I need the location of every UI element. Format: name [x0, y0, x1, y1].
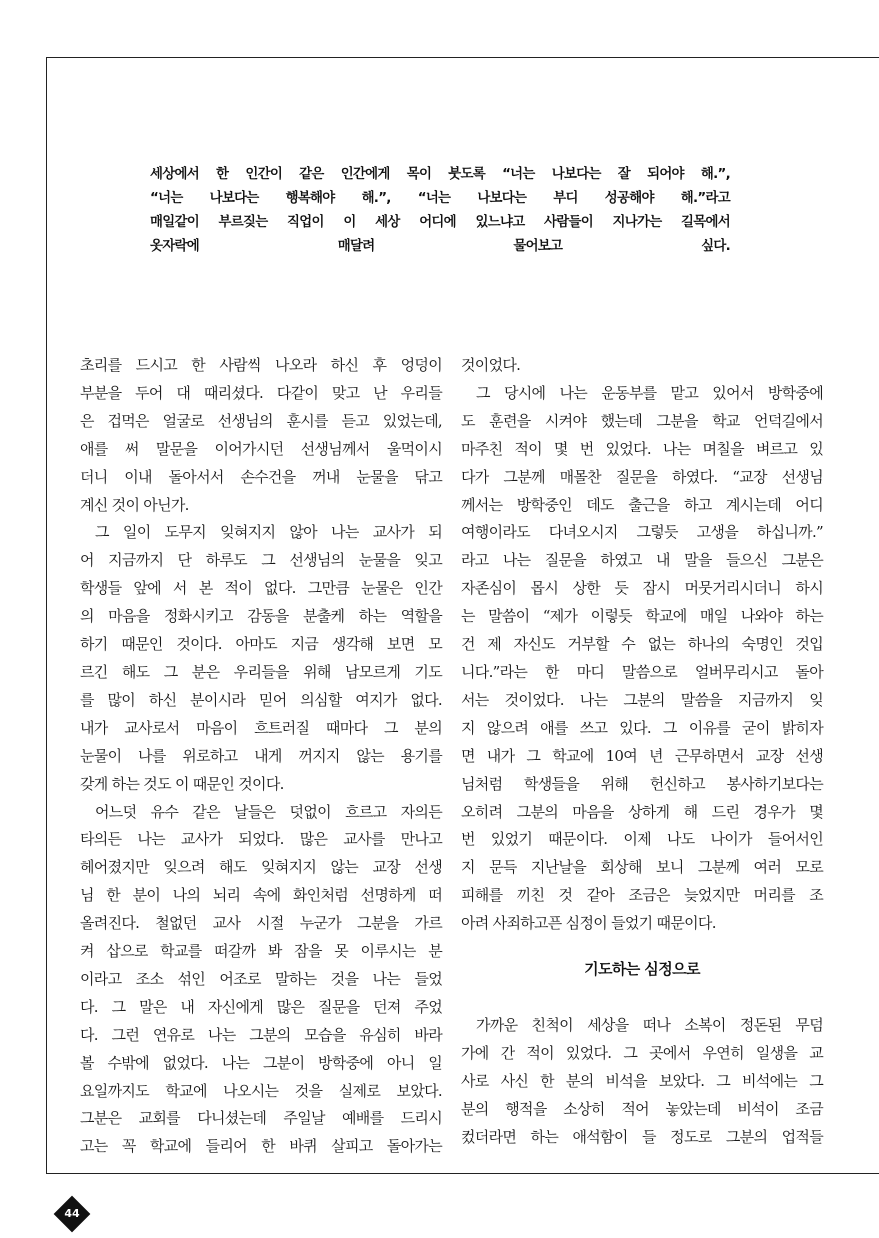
text-line: 다. 그 말은 내 자신에게 많은 질문을 던져 주었 — [80, 997, 442, 1016]
frame-bottom-rule — [46, 1173, 879, 1174]
pull-quote-line: “너는 나보다는 행복해야 해.”, “너는 나보다는 부디 성공해야 해.”라고 — [150, 191, 730, 206]
text-line: 아려 사죄하고픈 심정이 들었기 때문이다. — [461, 914, 716, 933]
text-line: 볼 수밖에 없었다. 나는 그분이 방학중에 아니 일 — [80, 1053, 442, 1072]
text-line: 라고 나는 질문을 하였고 내 말을 들으신 그분은 — [461, 551, 823, 570]
text-line: 지 문득 지난날을 회상해 보니 그분께 여러 모로 — [461, 858, 823, 877]
text-line: 올려진다. 철없던 교사 시절 누군가 그분을 가르 — [80, 914, 442, 933]
text-line: 도 훈련을 시켜야 했는데 그분을 학교 언덕길에서 — [461, 411, 823, 430]
text-line: 니다.”라는 한 마디 말씀으로 얼버무리시고 돌아 — [461, 662, 823, 681]
text-line: 고는 꼭 학교에 들리어 한 바퀴 살피고 돌아가는 — [80, 1137, 442, 1156]
frame-top-rule — [46, 57, 879, 58]
text-line: 오히려 그분의 마음을 상하게 해 드린 경우가 몇 — [461, 802, 823, 821]
left-column — [80, 352, 442, 1161]
text-line: 는 말씀이 “제가 이렇듯 학교에 매일 나와야 하는 — [461, 607, 823, 626]
pull-quote-line: 옷자락에 매달려 물어보고 싶다. — [150, 239, 730, 254]
right-column — [461, 352, 823, 938]
text-line: 켜 삽으로 학교를 떠갈까 봐 잠을 못 이루시는 분 — [80, 942, 442, 961]
text-line: 면 내가 그 학교에 10여 년 근무하면서 교장 선생 — [461, 746, 823, 765]
text-line: 더니 이내 돌아서서 손수건을 꺼내 눈물을 닦고 — [80, 467, 442, 486]
text-line: 타의든 나는 교사가 되었다. 많은 교사를 만나고 — [80, 830, 442, 849]
text-line: 내가 교사로서 마음이 흐트러질 때마다 그 분의 — [80, 718, 442, 737]
text-line: 다. 그런 연유로 나는 그분의 모습을 유심히 바라 — [80, 1025, 442, 1044]
text-line: 를 많이 하신 분이시라 믿어 의심할 여지가 없다. — [80, 690, 442, 709]
text-line: 그 일이 도무지 잊혀지지 않아 나는 교사가 되 — [95, 523, 442, 542]
pull-quote-line: 매일같이 부르짖는 직업이 이 세상 어디에 있느냐고 사람들이 지나가는 길목에서 — [150, 215, 730, 230]
text-line: 계신 것이 아닌가. — [80, 495, 189, 514]
text-line: 르긴 해도 그 분은 우리들을 위해 남모르게 기도 — [80, 662, 442, 681]
text-line: 이라고 조소 섞인 어조로 말하는 것을 나는 들었 — [80, 969, 442, 988]
text-line: 자존심이 몹시 상한 듯 잠시 머뭇거리시더니 하시 — [461, 579, 823, 598]
section-heading: 기도하는 심정으로 — [584, 960, 700, 978]
text-line: 님처럼 학생들을 위해 헌신하고 봉사하기보다는 — [461, 774, 823, 793]
text-line: 헤어졌지만 잊으려 해도 잊혀지지 않는 교장 선생 — [80, 858, 442, 877]
text-line: 번 있었기 때문이다. 이제 나도 나이가 들어서인 — [461, 830, 823, 849]
text-line: 가에 간 적이 있었다. 그 곳에서 우연히 일생을 교 — [461, 1043, 823, 1062]
text-line: 그 당시에 나는 운동부를 맡고 있어서 방학중에 — [476, 383, 823, 402]
text-line: 여행이라도 다녀오시지 그렇듯 고생을 하십니까.” — [461, 523, 823, 542]
text-line: 사로 사신 한 분의 비석을 보았다. 그 비석에는 그 — [461, 1071, 823, 1090]
text-line: 의 마음을 정화시키고 감동을 분출케 하는 역할을 — [80, 607, 442, 626]
text-line: 컸더라면 하는 애석함이 들 정도로 그분의 업적들 — [461, 1127, 823, 1146]
text-line: 피해를 끼친 것 같아 조금은 늦었지만 머리를 조 — [461, 886, 823, 905]
text-line: 학생들 앞에 서 본 적이 없다. 그만큼 눈물은 인간 — [80, 579, 442, 598]
text-line: 지 않으려 애를 쓰고 있다. 그 이유를 굳이 밝히자 — [461, 718, 823, 737]
text-line: 눈물이 나를 위로하고 내게 꺼지지 않는 용기를 — [80, 746, 442, 765]
pull-quote-line: 세상에서 한 인간이 같은 인간에게 목이 붓도록 “너는 나보다는 잘 되어야 해.”, — [150, 167, 730, 182]
text-line: 애를 써 말문을 이어가시던 선생님께서 울먹이시 — [80, 439, 442, 458]
pull-quote — [150, 163, 730, 259]
text-line: 님 한 분이 나의 뇌리 속에 화인처럼 선명하게 떠 — [80, 886, 442, 905]
text-line: 그분은 교회를 다니셨는데 주일날 예배를 드리시 — [80, 1109, 442, 1128]
text-line: 서는 것이었다. 나는 그분의 말씀을 지금까지 잊 — [461, 690, 823, 709]
text-line: 가까운 친척이 세상을 떠나 소복이 정돈된 무덤 — [476, 1016, 823, 1034]
page-number-badge — [54, 1196, 90, 1232]
text-line: 어느덧 유수 같은 날들은 덧없이 흐르고 자의든 — [95, 802, 442, 821]
frame-left-rule — [46, 57, 47, 1173]
text-line: 갖게 하는 것도 이 때문인 것이다. — [80, 774, 284, 793]
text-line: 어 지금까지 단 하루도 그 선생님의 눈물을 잊고 — [80, 551, 442, 570]
right-column-section-2 — [461, 1012, 823, 1152]
text-line: 것이었다. — [461, 356, 521, 374]
text-line: 요일까지도 학교에 나오시는 것을 실제로 보았다. — [80, 1081, 442, 1100]
page-number: 44 — [64, 1207, 80, 1220]
text-line: 마주친 적이 몇 번 있었다. 나는 며칠을 벼르고 있 — [461, 439, 823, 458]
text-line: 분의 행적을 소상히 적어 놓았는데 비석이 조금 — [461, 1099, 823, 1118]
text-line: 부분을 두어 대 때리셨다. 다같이 맞고 난 우리들 — [80, 383, 442, 402]
text-line: 다가 그분께 매몰찬 질문을 하였다. “교장 선생님 — [461, 467, 823, 486]
text-line: 께서는 방학중인 데도 출근을 하고 계시는데 어디 — [461, 495, 823, 514]
text-line: 하기 때문인 것이다. 아마도 지금 생각해 보면 모 — [80, 635, 442, 654]
text-line: 초리를 드시고 한 사람씩 나오라 하신 후 엉덩이 — [80, 356, 442, 374]
text-line: 은 겁먹은 얼굴로 선생님의 훈시를 듣고 있었는데, — [80, 411, 442, 430]
text-line: 건 제 자신도 거부할 수 없는 하나의 숙명인 것입 — [461, 635, 823, 654]
